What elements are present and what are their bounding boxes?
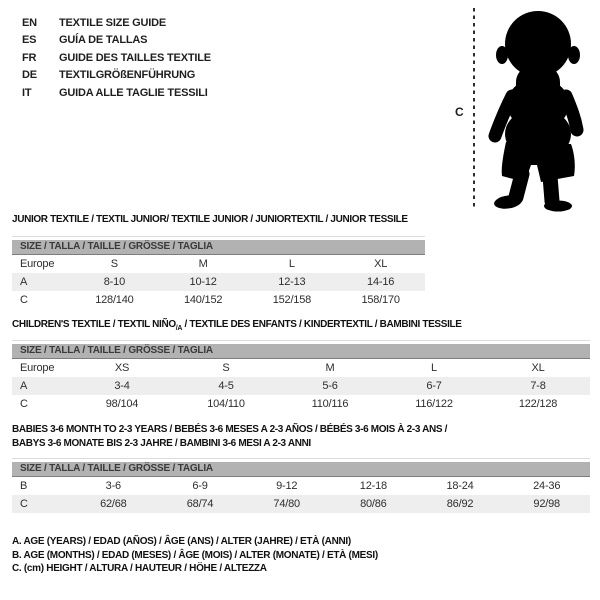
age-cell: 9-12: [276, 480, 298, 492]
row-label: C: [20, 294, 28, 306]
size-header-bar: SIZE / TALLA / TAILLE / GRÖSSE / TAGLIA: [12, 240, 425, 255]
row-label: B: [20, 480, 28, 492]
age-cell: 12-13: [278, 276, 306, 288]
row-label: A: [20, 276, 28, 288]
language-title: TEXTILE SIZE GUIDE: [59, 16, 167, 29]
height-cell: 62/68: [100, 498, 127, 510]
size-cell: XL: [531, 362, 545, 374]
age-cell: 10-12: [189, 276, 217, 288]
height-measure-label: C: [455, 105, 464, 119]
height-cell: 110/116: [311, 398, 349, 410]
table-row-age: [12, 377, 590, 395]
heading-line1: BABIES 3-6 MONTH TO 2-3 YEARS / BEBÉS 3-6 MESES A 2-3 AÑOS / BÉBÉS 3-6 MOIS À 2-3 ANS /: [12, 424, 448, 435]
legend: [12, 535, 378, 576]
age-cell: 7-8: [530, 380, 546, 392]
row-label: Europe: [20, 362, 55, 374]
table-row-age-months: [12, 477, 590, 495]
language-row-fr: [22, 49, 211, 67]
height-cell: 86/92: [446, 498, 474, 510]
language-code: EN: [22, 16, 37, 29]
language-code: IT: [22, 86, 32, 99]
size-cell: XS: [114, 362, 130, 374]
baby-silhouette-icon: [478, 4, 598, 212]
age-cell: 6-9: [192, 480, 208, 492]
babies-size-table: [12, 458, 590, 513]
legend-age-years: A. AGE (YEARS) / EDAD (AÑOS) / ÂGE (ANS) / ALTER (JAHRE) / ETÀ (ANNI): [12, 536, 351, 547]
height-cell: 122/128: [518, 398, 558, 410]
size-cell: S: [222, 362, 230, 374]
legend-height: C. (cm) HEIGHT / ALTURA / HAUTEUR / HÖHE / ALTEZZA: [12, 563, 267, 574]
row-label: Europe: [20, 258, 55, 270]
height-cell: 68/74: [186, 498, 214, 510]
heading-subscript: /A: [175, 325, 183, 332]
age-cell: 18-24: [446, 480, 474, 492]
babies-section-heading: [12, 423, 447, 450]
age-cell: 5-6: [322, 380, 338, 392]
language-code: ES: [22, 34, 37, 47]
table-row-height: [12, 395, 590, 413]
language-code: FR: [22, 51, 37, 64]
row-label: C: [20, 498, 28, 510]
language-title: GUIDA ALLE TAGLIE TESSILI: [59, 86, 208, 99]
language-list: [22, 14, 211, 102]
junior-section-heading: [12, 213, 408, 231]
table-row-height: [12, 495, 590, 513]
height-cell: 92/98: [533, 498, 560, 510]
language-title: TEXTILGRÖßENFÜHRUNG: [59, 69, 196, 82]
heading-text: / TEXTILE DES ENFANTS / KINDERTEXTIL / BAMBINI TESSILE: [182, 319, 462, 330]
age-cell: 6-7: [426, 380, 442, 392]
row-label: C: [20, 398, 28, 410]
age-cell: 3-4: [114, 380, 130, 392]
height-cell: 152/158: [272, 294, 312, 306]
size-header-bar: SIZE / TALLA / TAILLE / GRÖSSE / TAGLIA: [12, 344, 590, 359]
table-row-height: [12, 291, 425, 309]
language-title: GUÍA DE TALLAS: [59, 34, 148, 47]
height-cell: 104/110: [207, 398, 245, 410]
size-cell: M: [198, 258, 208, 270]
height-cell: 158/170: [361, 294, 400, 306]
age-cell: 4-5: [218, 380, 234, 392]
children-size-table: [12, 340, 590, 413]
age-cell: 3-6: [105, 480, 121, 492]
table-row-europe: [12, 359, 590, 377]
size-cell: XL: [374, 258, 388, 270]
heading-text: JUNIOR TEXTILE / TEXTIL JUNIOR/ TEXTILE JUNIOR / JUNIORTEXTIL / JUNIOR TESSILE: [12, 214, 408, 225]
height-cell: 98/104: [105, 398, 139, 410]
size-header-bar: SIZE / TALLA / TAILLE / GRÖSSE / TAGLIA: [12, 462, 590, 477]
height-dashed-line: [473, 8, 475, 208]
height-cell: 140/152: [183, 294, 223, 306]
heading-line2: BABYS 3-6 MONATE BIS 2-3 JAHRE / BAMBINI 3-6 MESI A 2-3 ANNI: [12, 437, 311, 449]
size-cell: L: [431, 362, 437, 374]
height-cell: 74/80: [273, 498, 300, 510]
heading-text: CHILDREN'S TEXTILE / TEXTIL NIÑO: [12, 319, 176, 330]
height-cell: 128/140: [95, 294, 134, 306]
language-code: DE: [22, 69, 37, 82]
language-row-it: [22, 84, 211, 102]
language-row-de: [22, 67, 211, 85]
junior-size-table: [12, 236, 425, 309]
language-row-es: [22, 32, 211, 50]
children-section-heading: [12, 318, 462, 336]
height-cell: 116/122: [415, 398, 453, 410]
row-label: A: [20, 380, 28, 392]
age-cell: 12-18: [359, 480, 387, 492]
size-cell: M: [325, 362, 335, 374]
height-cell: 80/86: [360, 498, 387, 510]
size-cell: S: [110, 258, 118, 270]
table-row-europe: [12, 255, 425, 273]
age-cell: 24-36: [533, 480, 561, 492]
age-cell: 14-16: [367, 276, 395, 288]
language-row-en: [22, 14, 211, 32]
size-cell: L: [288, 258, 295, 270]
language-title: GUIDE DES TAILLES TEXTILE: [59, 51, 211, 64]
legend-age-months: B. AGE (MONTHS) / EDAD (MESES) / ÂGE (MOIS) / ALTER (MONATE) / ETÀ (MESI): [12, 549, 378, 561]
age-cell: 8-10: [103, 276, 125, 288]
table-row-age: [12, 273, 425, 291]
